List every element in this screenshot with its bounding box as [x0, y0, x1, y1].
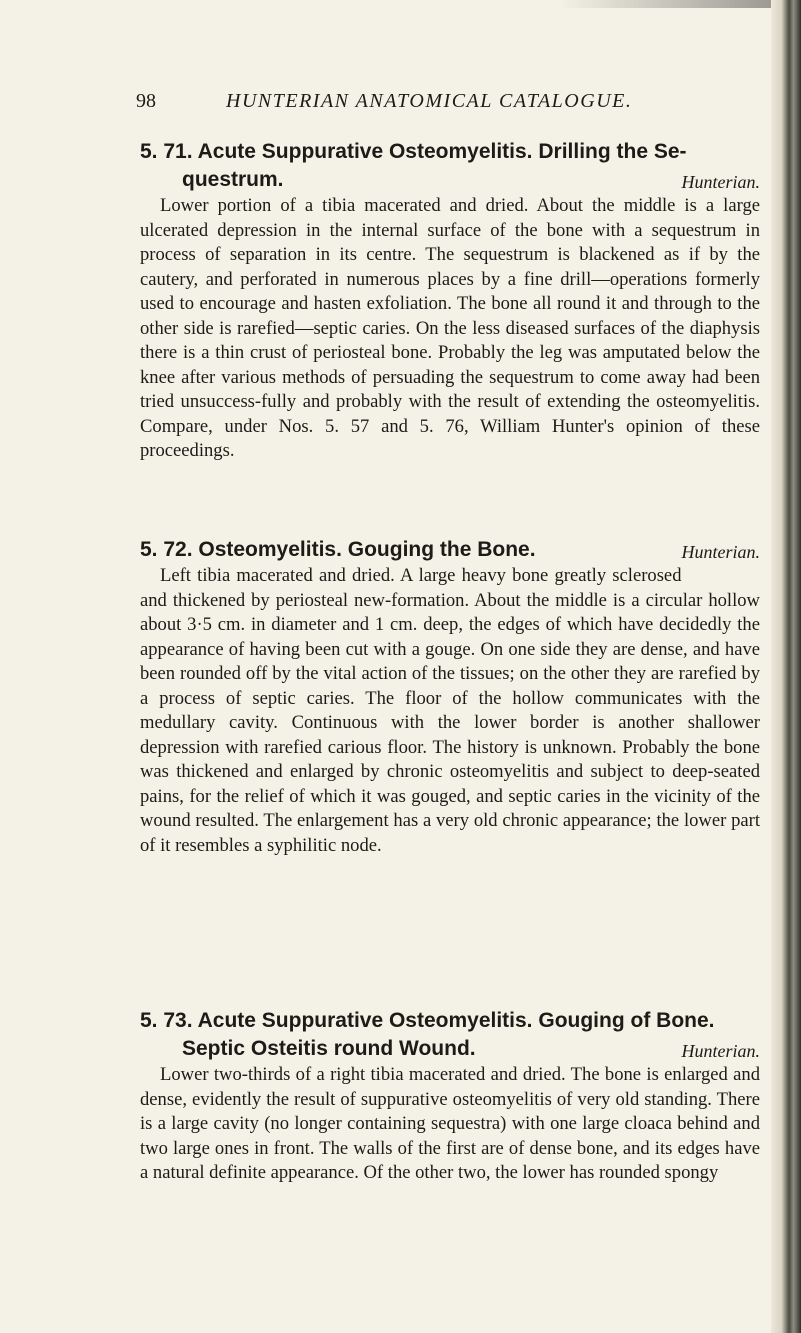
entry-heading: [140, 536, 760, 564]
entry-heading-continued: [140, 166, 760, 194]
page-edge: [771, 0, 801, 1333]
entry-description: Lower two-thirds of a right tibia macerated and dried. The bone is enlarged and dense, evidently the result of suppurative osteomyelitis of very old standing. There is a large cavity (no longer containing sequestra) with one large cloaca behind and two large ones in front. The walls of the first are of dense bone, and its edges have a natural definite appearance. Of the other two, the lower has rounded spongy: [140, 1064, 760, 1183]
catalogue-entry-5-73: [140, 1007, 760, 1186]
catalogue-entry-5-71: [140, 138, 760, 464]
running-title: HUNTERIAN ANATOMICAL CATALOGUE.: [226, 90, 633, 112]
page-top-shadow: [560, 0, 801, 8]
entry-heading-line1: 5. 71. Acute Suppurative Osteomyelitis. Drilling the Se-: [140, 140, 687, 163]
entry-source: Hunterian.: [681, 542, 760, 562]
page-number: 98: [136, 90, 156, 112]
catalogue-entry-5-72: [140, 536, 760, 858]
entry-heading: [140, 1007, 760, 1035]
entry-source: Hunterian.: [681, 1041, 760, 1061]
entry-source: Hunterian.: [681, 172, 760, 192]
entry-description: Left tibia macerated and dried. A large heavy bone greatly sclerosed and thickened by periosteal new-formation. About the middle is a circular hollow about 3·5 cm. in diameter and 1 cm. deep, the edges of which have decidedly the appearance of having been cut with a gouge. On one side they are dense, and have been rounded off by the vital action of the tissues; on the other they are rarefied by a process of septic caries. The floor of the hollow communicates with the medullary cavity. Continuous with the lower border is another shallower depression with rarefied carious floor. The history is unknown. Probably the bone was thickened and enlarged by chronic osteomyelitis and subject to deep-seated pains, for the relief of which it was gouged, and septic caries in the vicinity of the wound resulted. The enlargement has a very old chronic appearance; the lower part of it resembles a syphilitic node.: [140, 565, 760, 856]
entry-heading-line2: questrum.: [182, 168, 284, 191]
entry-heading-line2: Septic Osteitis round Wound.: [182, 1037, 476, 1060]
entry-heading-line1: 5. 72. Osteomyelitis. Gouging the Bone.: [140, 538, 536, 561]
running-header: [136, 90, 660, 120]
entry-heading-continued: [140, 1035, 760, 1063]
entry-heading: [140, 138, 760, 166]
entry-description: Lower portion of a tibia macerated and dried. About the middle is a large ulcerated depression in the internal surface of the bone with a sequestrum in process of separation in its centre. The sequestrum is blackened as if by the cautery, and perforated in numerous places by a fine drill—operations formerly used to encourage and hasten exfoliation. The bone all round it and through to the other side is rarefied—septic caries. On the less diseased surfaces of the diaphysis there is a thin crust of periosteal bone. Probably the leg was amputated below the knee after various methods of persuading the sequestrum to come away had been tried unsuccess-fully and probably with the result of extending the osteomyelitis. Compare, under Nos. 5. 57 and 5. 76, William Hunter's opinion of these proceedings.: [140, 195, 760, 461]
entry-heading-line1: 5. 73. Acute Suppurative Osteomyelitis. Gouging of Bone.: [140, 1009, 715, 1032]
